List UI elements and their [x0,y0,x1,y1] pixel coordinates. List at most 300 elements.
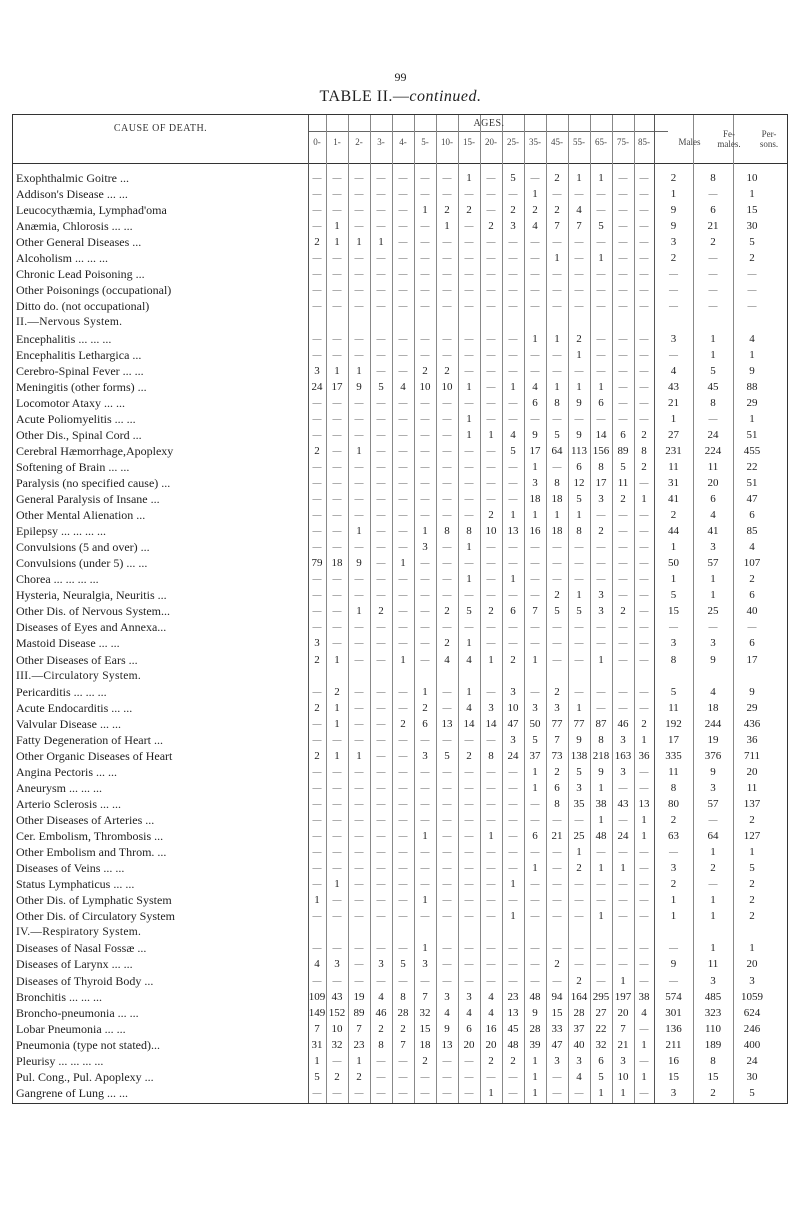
age-count-cell: — [420,622,430,633]
age-count-cell: 3 [576,1054,582,1067]
age-count-cell: 1 [532,862,538,875]
males-cell: 50 [668,557,679,570]
age-count-cell: 3 [444,990,450,1003]
age-count-cell: 27 [595,1006,607,1019]
age-count-cell: 1 [488,830,494,843]
age-count-cell: 1 [554,252,560,265]
females-cell: 5 [710,364,716,377]
age-count-cell: — [376,911,386,922]
age-count-cell: — [530,638,540,649]
persons-cell: 6 [749,637,755,650]
age-count-cell: — [354,654,364,665]
males-cell: 231 [665,444,682,457]
age-count-cell: 10 [617,1070,629,1083]
table-row [13,684,789,701]
age-count-cell: 32 [419,1006,431,1019]
age-count-cell: — [639,766,649,777]
age-count-cell: — [442,686,452,697]
age-count-cell: — [442,798,452,809]
persons-cell: 2 [749,910,755,923]
age-count-cell: — [312,847,322,858]
age-count-cell: — [312,718,322,729]
persons-cell: 4 [749,332,755,345]
age-count-cell: — [618,397,628,408]
age-count-cell: — [332,638,342,649]
table-row [13,234,789,251]
cause-label: Status Lymphaticus ... ... [16,877,135,892]
age-count-cell: — [312,831,322,842]
age-count-cell: — [574,365,584,376]
males-cell: 192 [665,717,682,730]
females-cell: 18 [707,701,719,714]
age-group-header: 85- [638,137,650,147]
age-count-cell: — [312,349,322,360]
females-cell: 189 [704,1038,722,1051]
age-count-cell: — [376,333,386,344]
age-count-cell: — [420,429,430,440]
cause-label: Lobar Pneumonia ... ... [16,1021,126,1036]
age-count-cell: 2 [400,1022,406,1035]
age-count-cell: — [574,1087,584,1098]
age-count-cell: 1 [334,717,340,730]
age-count-cell: — [596,301,606,312]
males-cell: 1 [670,188,677,201]
females-cell: — [708,253,718,264]
age-count-cell: 5 [576,605,582,618]
age-count-cell: — [486,461,496,472]
age-count-cell: — [639,542,649,553]
persons-cell: 17 [746,653,758,666]
cause-label: Cerebro-Spinal Fever ... ... [16,363,144,378]
males-cell: 4 [670,364,677,377]
age-count-cell: — [312,477,322,488]
age-count-cell: 9 [576,428,582,441]
table-row [13,427,789,444]
age-count-cell: 24 [507,749,519,762]
age-count-cell: 7 [422,990,428,1003]
age-count-cell: — [398,173,408,183]
age-count-cell: — [312,975,322,986]
males-cell: — [669,622,678,633]
age-count-cell: 7 [554,733,560,746]
age-count-cell: — [332,782,342,793]
age-count-cell: — [354,494,364,504]
cause-label: Other Dis. of Circulatory System [16,909,175,924]
age-count-cell: — [398,863,408,874]
age-count-cell: — [442,173,452,183]
age-count-cell: — [420,301,430,312]
age-count-cell: — [639,381,649,392]
age-count-cell: 2 [598,525,604,538]
age-count-cell: — [464,943,474,954]
females-cell: 2 [710,862,716,875]
age-count-cell: — [596,702,606,713]
age-count-cell: — [639,654,649,665]
age-count-cell: 2 [576,974,582,987]
age-count-cell: — [398,542,408,553]
age-count-cell: — [420,734,430,745]
cause-label: Encephalitis Lethargica ... [16,347,142,362]
age-count-cell: — [508,237,518,248]
age-count-cell: — [508,189,518,200]
age-count-cell: — [508,301,518,312]
age-count-cell: 5 [620,460,626,473]
age-count-cell: 5 [314,1070,320,1083]
age-count-cell: — [312,734,322,745]
age-count-cell: 1 [466,573,472,586]
age-count-cell: — [376,766,386,777]
age-count-cell: — [530,365,540,376]
age-count-cell: — [398,702,408,713]
age-count-cell: 2 [314,701,320,714]
females-cell: 1 [710,846,716,859]
age-count-cell: — [639,397,649,408]
cause-label: Encephalitis ... ... ... [16,331,112,346]
table-row [13,603,789,620]
age-count-cell: 37 [573,1022,585,1035]
cause-label: Chronic Lead Poisoning ... [16,267,145,282]
age-count-cell: — [639,782,649,793]
age-count-cell: — [574,895,584,906]
age-count-cell: — [420,798,430,809]
age-count-cell: — [574,574,584,585]
age-count-cell: — [354,718,364,729]
age-count-cell: 9 [576,733,582,746]
age-count-cell: — [464,558,474,569]
age-count-cell: 9 [532,1006,538,1019]
age-count-cell: — [442,879,452,890]
age-count-cell: — [398,365,408,376]
age-count-cell: — [508,365,518,376]
age-group-header: 75- [617,137,629,147]
age-count-cell: 94 [551,990,563,1003]
age-count-cell: — [552,654,562,665]
age-count-cell: — [618,301,628,312]
age-count-cell: 20 [485,1038,497,1051]
age-count-cell: — [332,847,342,858]
age-count-cell: — [420,494,430,504]
age-count-cell: — [639,847,649,858]
age-count-cell: — [639,590,649,601]
males-cell: 9 [670,204,677,217]
age-count-cell: 2 [488,605,494,618]
age-count-cell: — [618,333,628,344]
males-cell: 136 [665,1022,682,1035]
age-count-cell: — [420,1087,430,1098]
age-count-cell: — [376,654,386,665]
age-count-cell: — [354,702,364,713]
age-count-cell: — [464,798,474,809]
table-row [13,748,789,765]
age-count-cell: — [398,815,408,825]
age-count-cell: — [639,895,649,906]
age-count-cell: — [508,959,518,970]
age-count-cell: 1 [641,830,647,843]
age-count-cell: — [442,189,452,200]
age-count-cell: — [574,911,584,922]
females-cell: — [708,413,718,424]
age-count-cell: — [354,975,364,986]
age-count-cell: — [420,413,430,424]
age-count-cell: — [552,301,562,312]
age-count-cell: — [376,895,386,906]
age-count-cell: — [398,253,408,264]
persons-cell: 5 [749,236,755,249]
cause-label: Bronchitis ... ... ... [16,989,102,1004]
age-count-cell: — [376,413,386,424]
age-count-cell: 3 [554,701,560,714]
age-count-cell: — [530,173,540,183]
table-row [13,186,789,203]
females-cell: 3 [710,974,716,987]
table-row [13,395,789,412]
age-count-cell: 11 [617,476,629,489]
age-count-cell: — [332,622,342,633]
age-count-cell: 87 [595,717,607,730]
age-count-cell: — [596,686,606,697]
females-cell: 1 [710,332,716,345]
age-count-cell: — [312,782,322,793]
age-count-cell: 37 [529,749,541,762]
age-count-cell: — [530,622,540,633]
age-count-cell: 77 [551,717,563,730]
age-count-cell: 4 [576,204,582,217]
age-count-cell: — [420,445,430,456]
age-count-cell: — [398,429,408,440]
females-cell: 11 [707,460,719,473]
age-count-cell: — [312,542,322,553]
age-count-cell: — [596,943,606,954]
age-count-cell: — [486,558,496,569]
age-count-cell: 1 [598,814,604,826]
age-count-cell: 1 [488,653,494,666]
age-count-cell: — [354,815,364,825]
persons-cell: — [747,301,757,312]
age-count-cell: 40 [573,1038,585,1051]
age-count-cell: 1 [532,1070,538,1083]
age-count-cell: — [464,510,474,521]
males-cell: 2 [670,172,677,184]
age-count-cell: — [639,477,649,488]
age-count-cell: — [354,943,364,954]
age-count-cell: 2 [620,493,626,505]
age-count-cell: — [312,269,322,280]
persons-cell: 5 [749,862,755,875]
age-group-header: 0- [313,137,321,147]
table-row [13,459,789,476]
cause-label: Softening of Brain ... ... [16,459,130,474]
age-count-cell: — [420,189,430,200]
males-cell: 27 [668,428,679,441]
age-count-cell: — [376,445,386,456]
age-count-cell: — [552,1071,562,1082]
females-cell: 20 [707,476,719,489]
table-row [13,635,789,652]
age-count-cell: 4 [466,701,472,714]
table-row [13,298,789,315]
males-header: Males [678,137,701,147]
females-cell: — [708,285,718,296]
age-count-cell: — [530,269,540,280]
age-count-cell: — [639,686,649,697]
age-count-cell: 20 [463,1038,475,1051]
age-count-cell: 4 [466,1006,472,1019]
females-cell: 376 [704,749,722,762]
section-heading: III.—Circulatory System. [16,669,142,682]
age-count-cell: — [376,622,386,633]
age-count-cell: — [398,205,408,216]
age-count-cell: 3 [334,958,340,971]
table-row [13,443,789,460]
age-count-cell: 1 [422,830,428,843]
age-count-cell: — [354,542,364,553]
age-count-cell: — [486,734,496,745]
persons-cell: 246 [743,1022,761,1035]
males-cell: 11 [668,701,679,714]
table-row [13,202,789,219]
persons-cell: 15 [746,204,758,217]
age-count-cell: — [552,911,562,922]
cause-label: Epilepsy ... ... ... ... [16,524,106,539]
age-count-cell: — [398,413,408,424]
age-count-cell: — [332,606,342,617]
age-count-cell: — [376,847,386,858]
age-count-cell: — [639,702,649,713]
persons-cell: 711 [743,749,761,762]
age-count-cell: — [574,413,584,424]
age-count-cell: — [618,542,628,553]
age-count-cell: — [398,879,408,890]
age-count-cell: — [552,863,562,874]
age-count-cell: — [464,879,474,890]
age-count-cell: — [530,911,540,922]
age-count-cell: — [618,895,628,906]
age-count-cell: — [486,253,496,264]
age-count-cell: — [332,1087,342,1098]
females-cell: 11 [707,958,719,971]
persons-cell: 51 [746,428,758,441]
males-cell: 301 [665,1006,682,1019]
age-count-cell: — [442,847,452,858]
age-count-cell: — [354,189,364,200]
males-cell: 16 [668,1054,679,1067]
age-count-cell: — [464,734,474,745]
age-count-cell: 5 [598,1070,604,1083]
males-cell: 15 [668,1070,679,1083]
age-count-cell: 50 [529,717,541,730]
females-cell: 224 [704,444,722,457]
age-count-cell: — [420,558,430,569]
persons-cell: 30 [746,1070,758,1083]
age-count-cell: — [442,831,452,842]
cause-label: Other Embolism and Throm. ... [16,845,167,860]
age-count-cell: — [332,734,342,745]
cause-label: Convulsions (under 5) ... ... [16,556,148,571]
age-count-cell: 2 [576,862,582,875]
age-count-cell: — [442,975,452,986]
age-count-cell: — [354,847,364,858]
females-cell: — [708,879,718,890]
age-count-cell: — [639,622,649,633]
age-count-cell: — [398,590,408,601]
age-count-cell: — [332,494,342,504]
age-count-cell: 38 [638,990,650,1003]
age-count-cell: — [639,221,649,232]
table-row [13,347,789,364]
age-count-cell: — [596,365,606,376]
age-count-cell: — [508,558,518,569]
age-count-cell: 1 [356,605,362,618]
age-count-cell: — [486,477,496,488]
age-count-cell: — [398,638,408,649]
age-count-cell: 1 [532,188,538,201]
age-count-cell: — [508,269,518,280]
age-count-cell: — [420,510,430,521]
age-count-cell: — [354,622,364,633]
males-cell: 41 [668,493,679,505]
females-cell: 4 [710,685,716,698]
females-cell: 1 [710,348,716,361]
age-count-cell: — [464,189,474,200]
age-count-cell: 4 [532,220,538,233]
age-count-cell: — [464,911,474,922]
males-cell: 1 [670,910,677,923]
age-count-cell: 1 [334,701,340,714]
age-count-cell: — [312,429,322,440]
age-count-cell: — [552,1087,562,1098]
age-count-cell: — [552,542,562,553]
age-count-cell: — [618,510,628,521]
age-count-cell: — [639,911,649,922]
females-cell: 6 [710,204,716,217]
females-cell: 244 [704,717,722,730]
age-count-cell: — [464,847,474,858]
age-count-cell: 3 [532,476,538,489]
age-count-cell: 2 [554,589,560,602]
age-count-cell: — [332,461,342,472]
age-count-cell: 1 [356,364,362,377]
cause-label: Pericarditis ... ... ... [16,684,107,699]
age-count-cell: 47 [551,1038,563,1051]
age-group-header: 20- [485,137,497,147]
age-count-cell: 9 [356,557,362,570]
males-cell: 80 [668,797,679,810]
age-count-cell: — [574,638,584,649]
age-count-cell: 2 [488,220,494,233]
age-count-cell: — [398,686,408,697]
age-count-cell: — [312,397,322,408]
age-count-cell: — [618,622,628,633]
age-count-cell: — [596,622,606,633]
age-count-cell: 8 [378,1038,384,1051]
males-cell: 3 [670,236,677,249]
age-count-cell: — [398,333,408,344]
age-count-cell: 1 [620,1086,626,1099]
age-count-cell: — [376,429,386,440]
age-count-cell: — [639,975,649,986]
age-count-cell: — [442,494,452,504]
age-count-cell: — [354,285,364,296]
age-count-cell: 3 [422,541,428,554]
persons-cell: 1 [749,846,755,859]
age-count-cell: — [464,494,474,504]
age-count-cell: — [552,847,562,858]
age-count-cell: — [420,766,430,777]
age-count-cell: 1 [532,1054,538,1067]
age-count-cell: — [618,911,628,922]
age-count-cell: — [464,285,474,296]
cause-label: Diseases of Larynx ... ... [16,957,133,972]
